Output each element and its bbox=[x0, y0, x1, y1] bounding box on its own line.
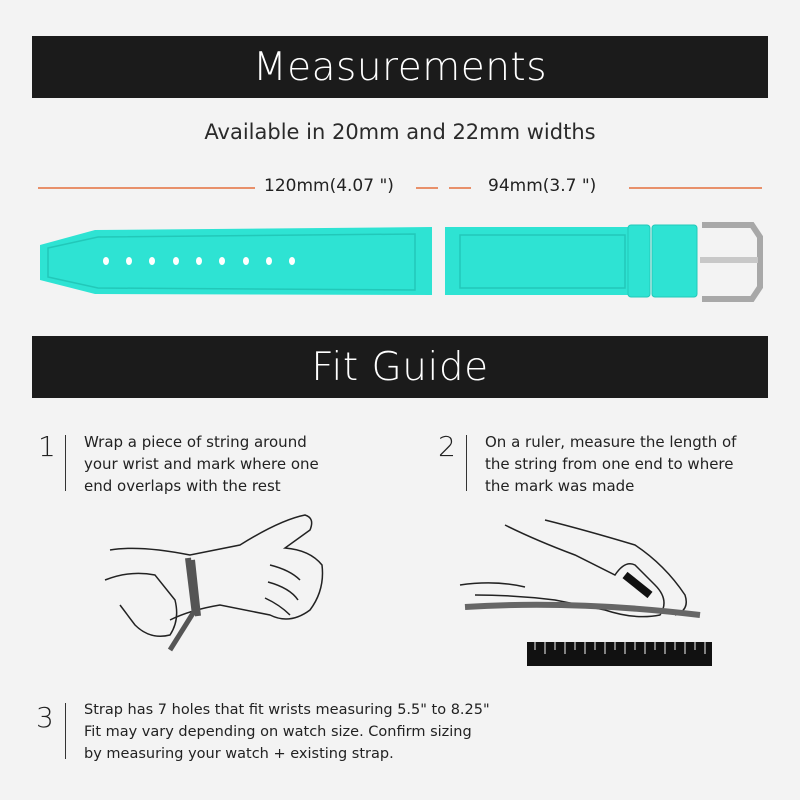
fit-guide-banner bbox=[32, 336, 768, 398]
fit-guide-title: Fit Guide bbox=[311, 344, 489, 390]
step-number: 3 bbox=[36, 701, 54, 734]
strap-image bbox=[0, 215, 800, 305]
width-availability: Available in 20mm and 22mm widths bbox=[204, 120, 596, 144]
step-1-text bbox=[84, 431, 319, 497]
step-2-text bbox=[485, 431, 736, 497]
short-piece-length: 94mm(3.7 ") bbox=[488, 176, 597, 196]
long-piece-length: 120mm(4.07 ") bbox=[264, 176, 394, 196]
short-strap-piece bbox=[445, 227, 630, 295]
step-line: the string from one end to where bbox=[485, 455, 734, 473]
divider bbox=[65, 435, 66, 491]
step-line: end overlaps with the rest bbox=[84, 477, 281, 495]
step-number: 1 bbox=[38, 430, 56, 463]
step-line: Fit may vary depending on watch size. Confirm sizing bbox=[84, 724, 472, 740]
divider bbox=[65, 703, 66, 759]
ruler-measure-illustration bbox=[455, 515, 715, 670]
measurements-banner bbox=[32, 36, 768, 98]
dimension-line bbox=[38, 187, 255, 189]
step-3-text bbox=[84, 699, 490, 765]
dimension-line bbox=[629, 187, 762, 189]
step-number: 2 bbox=[438, 430, 456, 463]
step-line: Strap has 7 holes that fit wrists measuring 5.5" to 8.25" bbox=[84, 702, 490, 718]
dimension-line bbox=[449, 187, 471, 189]
step-line: Wrap a piece of string around bbox=[84, 433, 307, 451]
step-line: your wrist and mark where one bbox=[84, 455, 319, 473]
wrist-wrap-illustration bbox=[100, 510, 340, 670]
strap-keeper bbox=[628, 225, 650, 297]
dimension-line bbox=[416, 187, 438, 189]
step-line: by measuring your watch + existing strap. bbox=[84, 746, 394, 762]
measurements-title: Measurements bbox=[252, 44, 548, 90]
step-line: the mark was made bbox=[485, 477, 635, 495]
divider bbox=[466, 435, 467, 491]
step-line: On a ruler, measure the length of bbox=[485, 433, 737, 451]
